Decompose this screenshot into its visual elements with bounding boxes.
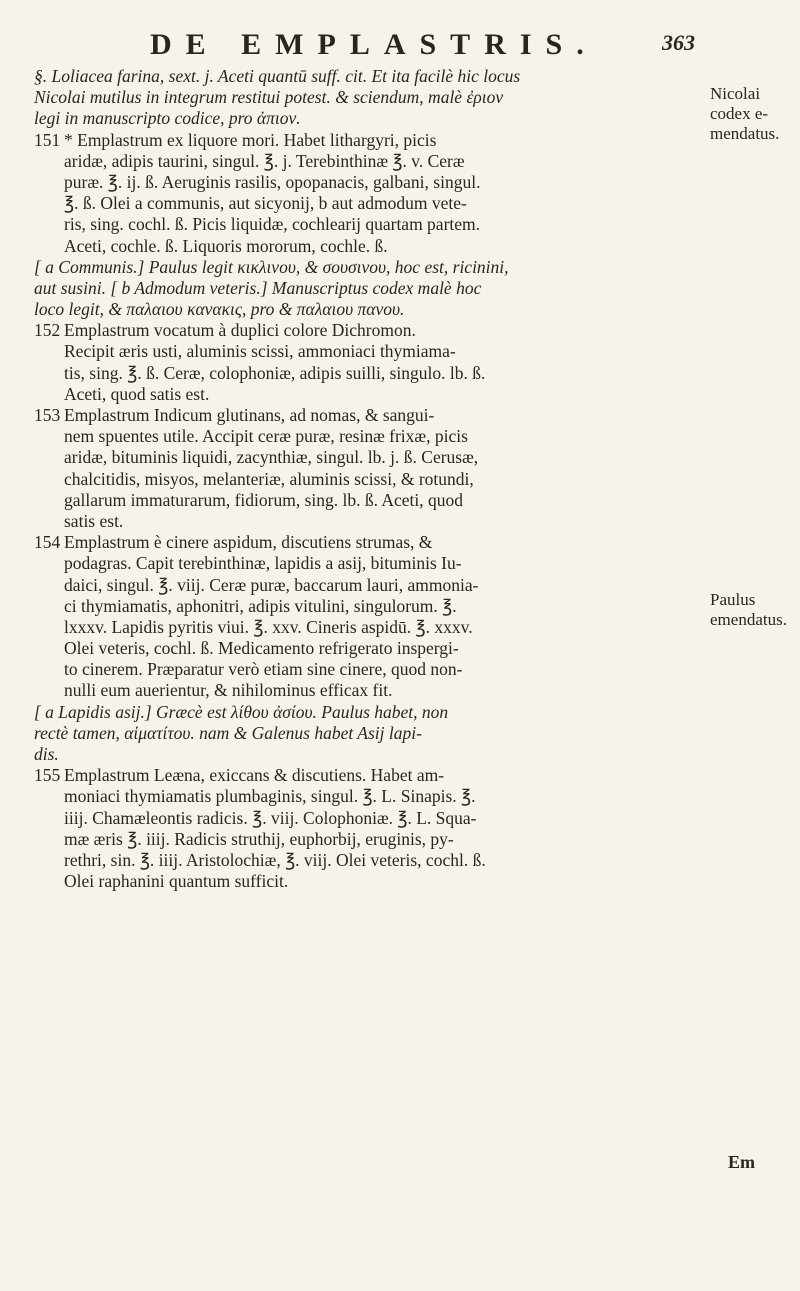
catchword: Em xyxy=(728,1152,755,1172)
line-text: legi in manuscripto codice, pro ἀπιον. xyxy=(34,108,301,129)
text-line xyxy=(34,130,704,151)
text-line xyxy=(34,320,704,341)
text-line xyxy=(34,702,704,723)
text-line xyxy=(34,363,704,384)
text-line xyxy=(34,871,704,892)
text-line xyxy=(34,553,704,574)
text-line xyxy=(34,744,704,765)
text-line xyxy=(34,532,704,553)
line-text: Recipit æris usti, aluminis scissi, ammoniaci thymiama- xyxy=(64,341,456,362)
line-text: aut susini. [ b Admodum veteris.] Manuscriptus codex malè hoc xyxy=(34,277,482,298)
text-line xyxy=(34,829,704,850)
line-text: ℥. ß. Olei a communis, aut sicyonij, b aut admodum vete- xyxy=(64,193,467,214)
text-line xyxy=(34,257,704,278)
text-line xyxy=(34,66,704,87)
text-line xyxy=(34,384,704,405)
line-text: chalcitidis, misyos, melanteriæ, aluminis scissi, & rotundi, xyxy=(64,468,474,489)
line-text: Emplastrum Leæna, exiccans & discutiens. Habet am- xyxy=(64,765,445,786)
running-head: DE EMPLASTRIS. xyxy=(150,28,598,61)
line-text: puræ. ℥. ij. ß. Aeruginis rasilis, opopanacis, galbani, singul. xyxy=(64,171,481,192)
line-text: [ a Lapidis asij.] Græcè est λίθου ἀσίου. Paulus habet, non xyxy=(34,701,449,722)
text-line xyxy=(34,172,704,193)
text-line xyxy=(34,236,704,257)
text-line xyxy=(34,214,704,235)
line-text: loco legit, & παλαιου κανακις, pro & παλαιου πανου. xyxy=(34,299,405,320)
body-text xyxy=(34,66,704,892)
text-line xyxy=(34,151,704,172)
line-text: lxxxv. Lapidis pyritis viui. ℥. xxv. Cineris aspidū. ℥. xxxv. xyxy=(64,616,473,637)
text-line xyxy=(34,278,704,299)
line-text: Olei raphanini quantum sufficit. xyxy=(64,871,289,892)
line-text: podagras. Capit terebinthinæ, lapidis a asij, bituminis Iu- xyxy=(64,553,462,574)
margin-note: Nicolai codex e-mendatus. xyxy=(710,84,780,143)
text-line xyxy=(34,808,704,829)
recipe-number: 151 xyxy=(34,129,61,150)
text-line xyxy=(34,87,704,108)
text-line xyxy=(34,490,704,511)
text-line xyxy=(34,617,704,638)
line-text: to cinerem. Præparatur verò etiam sine cinere, quod non- xyxy=(64,659,463,680)
text-line xyxy=(34,447,704,468)
page-number: 363 xyxy=(662,30,695,55)
line-text: nulli eum auerientur, & nihilominus efficax fit. xyxy=(64,680,393,701)
text-line xyxy=(34,341,704,362)
line-text: iiij. Chamæleontis radicis. ℥. viij. Colophoniæ. ℥. L. Squa- xyxy=(64,807,477,828)
line-text: Emplastrum è cinere aspidum, discutiens strumas, & xyxy=(64,532,433,553)
text-line xyxy=(34,405,704,426)
text-line xyxy=(34,723,704,744)
line-text: aridæ, bituminis liquidi, zacynthiæ, singul. lb. j. ß. Cerusæ, xyxy=(64,447,479,468)
line-text: moniaci thymiamatis plumbaginis, singul. ℥. L. Sinapis. ℥. xyxy=(64,786,476,807)
text-line xyxy=(34,511,704,532)
text-line xyxy=(34,469,704,490)
line-text: Emplastrum Indicum glutinans, ad nomas, & sangui- xyxy=(64,405,435,425)
margin-note: Paulus emendatus. xyxy=(710,590,787,629)
recipe-number: 154 xyxy=(34,532,61,553)
text-line xyxy=(34,659,704,680)
line-text: gallarum immaturarum, fidiorum, sing. lb. ß. Aceti, quod xyxy=(64,489,464,510)
text-line xyxy=(34,596,704,617)
line-text: Emplastrum vocatum à duplici colore Dichromon. xyxy=(64,320,416,341)
text-line xyxy=(34,786,704,807)
line-text: mæ æris ℥. iiij. Radicis struthij, euphorbij, eruginis, py- xyxy=(64,828,454,849)
line-text: aridæ, adipis taurini, singul. ℥. j. Terebinthinæ ℥. v. Ceræ xyxy=(64,150,465,171)
recipe-number: 153 xyxy=(34,405,61,425)
line-text: rectè tamen, αἱματίτου. nam & Galenus habet Asij lapi- xyxy=(34,722,422,743)
line-text: nem spuentes utile. Accipit ceræ puræ, resinæ frixæ, picis xyxy=(64,426,468,447)
text-line xyxy=(34,850,704,871)
recipe-number: 152 xyxy=(34,320,61,341)
line-text: ris, sing. cochl. ß. Picis liquidæ, cochlearij quartam partem. xyxy=(64,214,481,235)
line-text: Olei veteris, cochl. ß. Medicamento refrigerato inspergi- xyxy=(64,638,459,659)
line-text: tis, sing. ℥. ß. Ceræ, colophoniæ, adipis suilli, singulo. lb. ß. xyxy=(64,362,486,383)
text-line xyxy=(34,765,704,786)
text-line xyxy=(34,299,704,320)
line-text: §. Loliacea farina, sext. j. Aceti quantū suff. cit. Et ita facilè hic locus xyxy=(34,66,521,86)
line-text: dis. xyxy=(34,744,59,764)
text-line xyxy=(34,680,704,701)
line-text: [ a Communis.] Paulus legit κικλινου, & σουσινου, hoc est, ricinini, xyxy=(34,256,509,277)
line-text: Aceti, quod satis est. xyxy=(64,383,210,404)
text-line xyxy=(34,193,704,214)
recipe-number: 155 xyxy=(34,765,61,786)
line-text: rethri, sin. ℥. iiij. Aristolochiæ, ℥. viij. Olei veteris, cochl. ß. xyxy=(64,849,486,870)
page-header xyxy=(0,24,800,64)
text-line xyxy=(34,638,704,659)
line-text: satis est. xyxy=(64,510,124,531)
line-text: ci thymiamatis, aphonitri, adipis vitulini, singulorum. ℥. xyxy=(64,595,457,616)
text-line xyxy=(34,575,704,596)
line-text: * Emplastrum ex liquore mori. Habet lithargyri, picis xyxy=(64,129,437,150)
text-line xyxy=(34,108,704,129)
line-text: daici, singul. ℥. viij. Ceræ puræ, baccarum lauri, ammonia- xyxy=(64,574,479,595)
text-line xyxy=(34,426,704,447)
line-text: Aceti, cochle. ß. Liquoris mororum, cochle. ß. xyxy=(64,235,388,256)
line-text: Nicolai mutilus in integrum restitui potest. & sciendum, malè ἐριον xyxy=(34,87,504,108)
